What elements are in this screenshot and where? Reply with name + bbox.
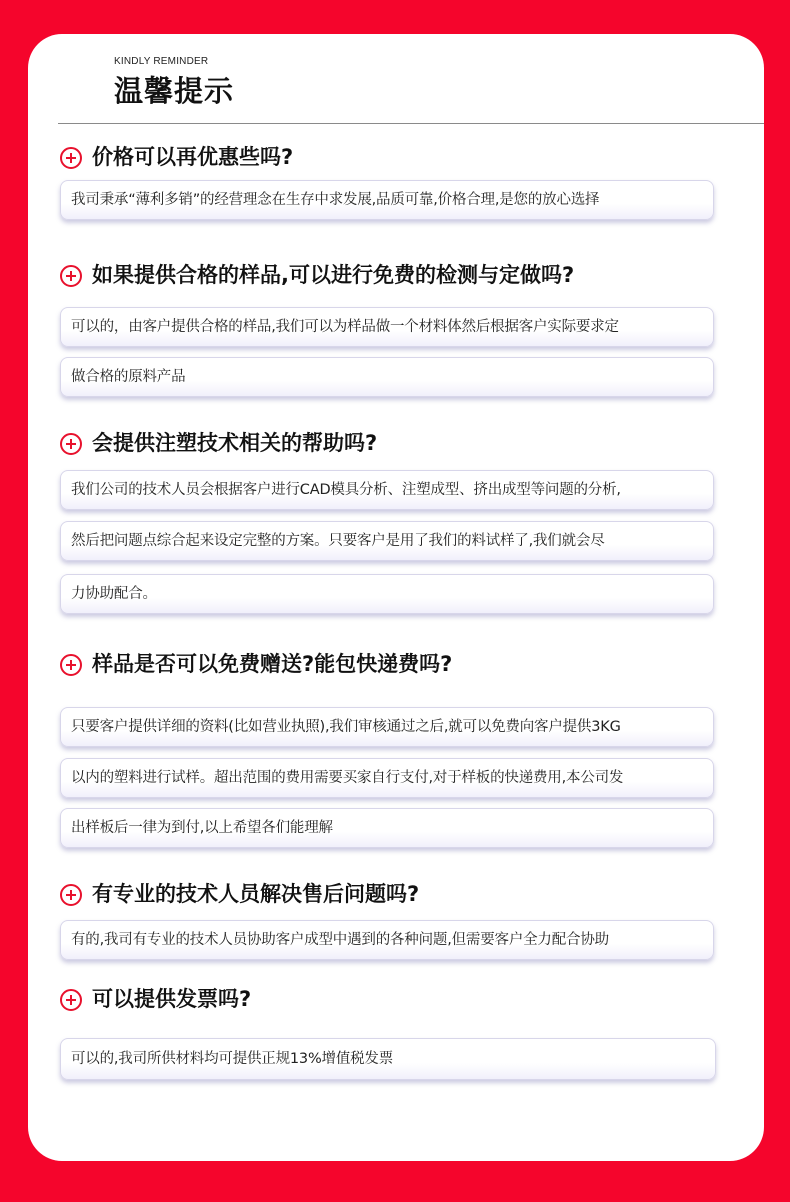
faq-question bbox=[60, 984, 720, 1018]
faq-question-text: 可以提供发票吗? bbox=[92, 987, 252, 1011]
header-title: 温馨提示 bbox=[114, 74, 235, 108]
plus-circle-icon bbox=[60, 433, 82, 455]
faq-question bbox=[60, 879, 720, 913]
faq-answer-line: 可以的,我司所供材料均可提供正规13%增值税发票 bbox=[60, 1038, 716, 1080]
faq-answer-line: 有的,我司有专业的技术人员协助客户成型中遇到的各种问题,但需要客户全力配合协助 bbox=[60, 920, 714, 960]
faq-answer-line: 做合格的原料产品 bbox=[60, 357, 714, 397]
faq-question bbox=[60, 649, 720, 683]
faq-answer-line: 只要客户提供详细的资料(比如营业执照),我们审核通过之后,就可以免费向客户提供3KG bbox=[60, 707, 714, 747]
plus-circle-icon bbox=[60, 147, 82, 169]
faq-answer-line: 我司秉承“薄利多销”的经营理念在生存中求发展,品质可靠,价格合理,是您的放心选择 bbox=[60, 180, 714, 220]
faq-item-after-sales bbox=[60, 879, 720, 948]
faq-item-technical-help bbox=[60, 428, 720, 602]
plus-circle-icon bbox=[60, 989, 82, 1011]
plus-circle-icon bbox=[60, 654, 82, 676]
faq-item-invoice bbox=[60, 984, 720, 1067]
faq-question-text: 样品是否可以免费赠送?能包快递费吗? bbox=[92, 652, 453, 676]
faq-answer-line: 然后把问题点综合起来设定完整的方案。只要客户是用了我们的料试样了,我们就会尽 bbox=[60, 521, 714, 561]
header-subtitle: KINDLY REMINDER bbox=[114, 56, 209, 67]
faq-answer-line: 力协助配合。 bbox=[60, 574, 714, 614]
faq-question bbox=[60, 428, 720, 462]
reminder-card bbox=[28, 34, 764, 1161]
plus-circle-icon bbox=[60, 265, 82, 287]
plus-circle-icon bbox=[60, 884, 82, 906]
faq-question-text: 如果提供合格的样品,可以进行免费的检测与定做吗? bbox=[92, 263, 575, 287]
faq-question bbox=[60, 142, 720, 176]
faq-item-free-samples bbox=[60, 649, 720, 836]
faq-item-price bbox=[60, 142, 720, 208]
faq-question-text: 价格可以再优惠些吗? bbox=[92, 145, 294, 169]
faq-answer-line: 可以的，由客户提供合格的样品,我们可以为样品做一个材料体然后根据客户实际要求定 bbox=[60, 307, 714, 347]
faq-answer-line: 我们公司的技术人员会根据客户进行CAD模具分析、注塑成型、挤出成型等问题的分析, bbox=[60, 470, 714, 510]
faq-answer-line: 以内的塑料进行试样。超出范围的费用需要买家自行支付,对于样板的快递费用,本公司发 bbox=[60, 758, 714, 798]
faq-question-text: 会提供注塑技术相关的帮助吗? bbox=[92, 431, 378, 455]
faq-question-text: 有专业的技术人员解决售后问题吗? bbox=[92, 882, 420, 906]
faq-question bbox=[60, 260, 720, 294]
faq-answer-line: 出样板后一律为到付,以上希望各们能理解 bbox=[60, 808, 714, 848]
header-divider bbox=[58, 123, 764, 124]
faq-item-sample-testing bbox=[60, 260, 720, 385]
header bbox=[114, 56, 234, 110]
